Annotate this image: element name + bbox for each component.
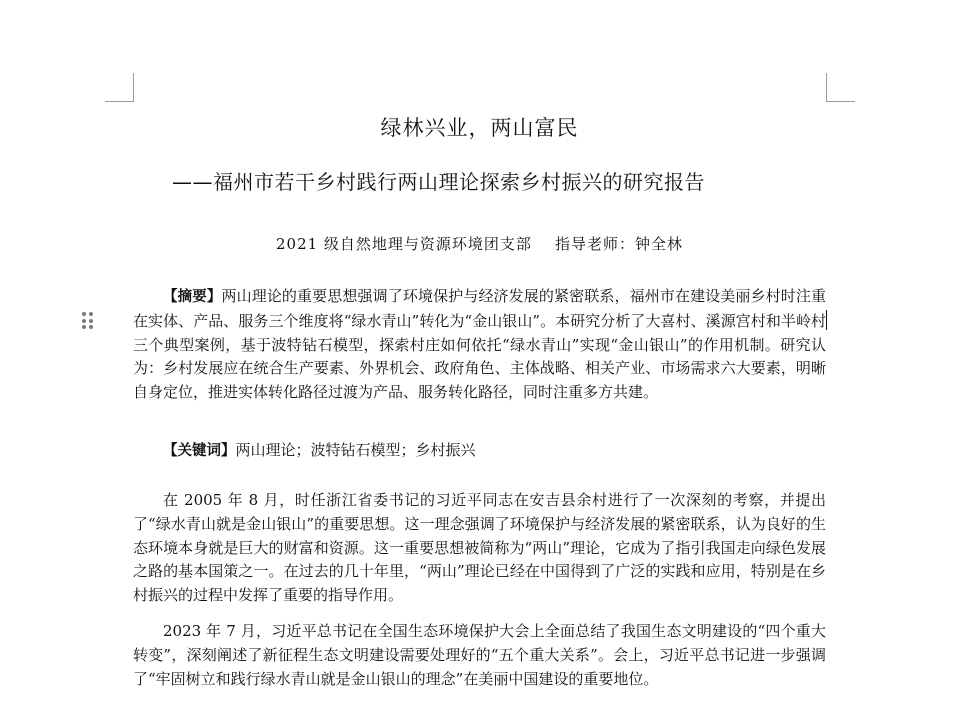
keywords-label: 【关键词】 (163, 443, 236, 459)
text-cursor (826, 310, 827, 330)
keywords-text: 两山理论；波特钻石模型；乡村振兴 (235, 441, 476, 459)
document-title[interactable]: 绿林兴业，两山富民 (380, 116, 579, 140)
page-margin-corner-left (105, 73, 134, 102)
document-subtitle[interactable]: ——福州市若干乡村践行两山理论探索乡村振兴的研究报告 (172, 170, 705, 194)
body-paragraph-2[interactable] (133, 620, 826, 691)
author-line[interactable]: 2021 级自然地理与资源环境团支部 指导老师：钟全林 (275, 235, 684, 253)
abstract-text: 两山理论的重要思想强调了环境保护与经济发展的紧密联系，福州市在建设美丽乡村时注重在实体、产品、服务三个维度将“绿水青山”转化为“金山银山”。本研究分析了大喜村、溪源宫村和半岭村三个典型案例，基于波特钻石模型，探索村庄如何依托“绿水青山”实现“金山银山”的作用机制。研究认为：乡村发展应在统合生产要素、外界机会、政府角色、主体战略、相关产业、市场需求六大要素，明晰自身定位，推进实体转化路径过渡为产品、服务转化路径，同时注重多方共建。 (133, 287, 826, 402)
body-paragraph-1-text: 在 2005 年 8 月，时任浙江省委书记的习近平同志在安吉县余村进行了一次深刻的考察，并提出了“绿水青山就是金山银山”的重要思想。这一理念强调了环境保护与经济发展的紧密联系，认为良好的生态环境本身就是巨大的财富和资源。这一重要思想被简称为“两山”理论，它成为了指引我国走向绿色发展之路的基本国策之一。在过去的几十年里，“两山”理论已经在中国得到了广泛的实践和应用，特别是在乡村振兴的过程中发挥了重要的指导作用。 (133, 491, 826, 605)
abstract-paragraph[interactable] (133, 285, 826, 405)
body-paragraph-2-text: 2023 年 7 月，习近平总书记在全国生态环境保护大会上全面总结了我国生态文明建设的“四个重大转变”，深刻阐述了新征程生态文明建设需要处理好的“五个重大关系”。会上，习近平总书记进一步强调了“牢固树立和践行绿水青山就是金山银山的理念”在美丽中国建设的重要地位。 (133, 622, 826, 688)
page-margin-corner-right (826, 73, 855, 102)
abstract-label: 【摘要】 (163, 289, 222, 305)
drag-handle-icon[interactable] (82, 312, 94, 330)
body-paragraph-1[interactable] (133, 489, 826, 608)
keywords-paragraph[interactable] (133, 439, 826, 464)
